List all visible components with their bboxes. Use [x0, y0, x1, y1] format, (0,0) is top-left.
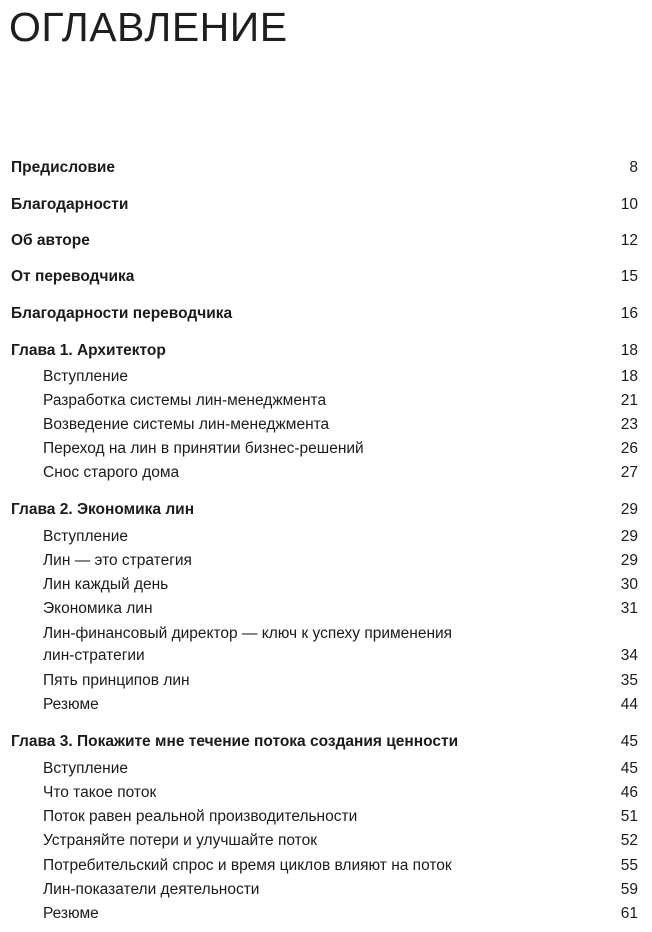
- toc-section[interactable]: [43, 414, 638, 436]
- toc-section[interactable]: [43, 526, 638, 548]
- toc-chapter-title: Глава 2. Экономика лин: [11, 501, 195, 518]
- toc-entry-page: 10: [620, 196, 638, 213]
- toc-entry-acknowledgements[interactable]: [11, 194, 638, 216]
- toc-section-page: 29: [620, 528, 638, 545]
- toc-section[interactable]: [43, 782, 638, 804]
- toc-section-title-line: Лин-финансовый директор — ключ к успеху применения: [43, 625, 453, 642]
- toc-entry-title: Благодарности переводчика: [11, 305, 233, 322]
- toc-section-title: Вступление: [43, 760, 129, 777]
- toc-section-page: 46: [620, 784, 638, 801]
- toc-section-page: 27: [620, 464, 638, 481]
- toc-section[interactable]: [43, 366, 638, 388]
- toc-section-page: 52: [620, 832, 638, 849]
- toc-section-title: Устраняйте потери и улучшайте поток: [43, 832, 317, 849]
- toc-section-title: Лин каждый день: [43, 576, 169, 593]
- toc-section[interactable]: [43, 550, 638, 572]
- toc-section-title: Пять принципов лин: [43, 672, 190, 689]
- toc-section[interactable]: [43, 830, 638, 852]
- toc-entry-preface[interactable]: [11, 157, 638, 179]
- toc-entry-title: Предисловие: [11, 159, 116, 176]
- toc-entry-from-translator[interactable]: [11, 266, 638, 288]
- toc-entry-page: 15: [620, 268, 638, 285]
- toc-section-page: 34: [620, 647, 638, 664]
- toc-section-title: Что такое поток: [43, 784, 157, 801]
- toc-entry-title: От переводчика: [11, 268, 135, 285]
- toc-chapter-title: Глава 1. Архитектор: [11, 342, 166, 359]
- toc-section-page: 44: [620, 696, 638, 713]
- toc-chapter-page: 45: [620, 733, 638, 750]
- toc-section-page: 18: [620, 368, 638, 385]
- toc-section-title: Резюме: [43, 905, 99, 922]
- toc-section-page: 30: [620, 576, 638, 593]
- toc-section-page: 21: [620, 392, 638, 409]
- toc-chapter-page: 18: [620, 342, 638, 359]
- toc-section-title: Поток равен реальной производительности: [43, 808, 358, 825]
- toc-chapter-3[interactable]: [11, 731, 638, 753]
- toc-entry-page: 12: [620, 232, 638, 249]
- toc-section-page: 51: [620, 808, 638, 825]
- toc-section-page: 23: [620, 416, 638, 433]
- page-title: ОГЛАВЛЕНИЕ: [9, 4, 288, 50]
- toc-section-page: 31: [620, 600, 638, 617]
- toc-section[interactable]: [43, 390, 638, 412]
- toc-section[interactable]: [43, 574, 638, 596]
- toc-section-page: 45: [620, 760, 638, 777]
- toc-section-page: 35: [620, 672, 638, 689]
- toc-section-title: Лин — это стратегия: [43, 552, 192, 569]
- toc-chapter-page: 29: [620, 501, 638, 518]
- toc-section[interactable]: [43, 758, 638, 780]
- toc-section-page: 26: [620, 440, 638, 457]
- toc-section-title: Снос старого дома: [43, 464, 180, 481]
- toc-section-title: Вступление: [43, 528, 129, 545]
- toc-section-title: Переход на лин в принятии бизнес-решений: [43, 440, 364, 457]
- toc-section[interactable]: [43, 806, 638, 828]
- toc-entry-title: Об авторе: [11, 232, 90, 249]
- toc-section[interactable]: [43, 879, 638, 901]
- toc-entry-translator-thanks[interactable]: [11, 303, 638, 325]
- toc-section-title: Потребительский спрос и время циклов влияют на поток: [43, 857, 452, 874]
- toc-entry-page: 16: [620, 305, 638, 322]
- toc-section[interactable]: [43, 670, 638, 692]
- toc-entry-about-author[interactable]: [11, 230, 638, 252]
- toc-chapter-2[interactable]: [11, 499, 638, 521]
- toc-section[interactable]: [43, 623, 638, 667]
- toc-section-title: Резюме: [43, 696, 99, 713]
- toc-chapter-1[interactable]: [11, 340, 638, 362]
- toc-entry-title: Благодарности: [11, 196, 129, 213]
- toc-section-page: 61: [620, 905, 638, 922]
- toc-section[interactable]: [43, 462, 638, 484]
- toc-section-title: Вступление: [43, 368, 129, 385]
- toc-section[interactable]: [43, 694, 638, 716]
- toc-section[interactable]: [43, 598, 638, 620]
- toc-section-title-line: лин-стратегии: [43, 647, 145, 664]
- toc-section-title: Разработка системы лин-менеджмента: [43, 392, 327, 409]
- toc-section-page: 29: [620, 552, 638, 569]
- toc-section-title: Возведение системы лин-менеджмента: [43, 416, 330, 433]
- toc-section[interactable]: [43, 438, 638, 460]
- toc-section[interactable]: [43, 903, 638, 925]
- toc-entry-page: 8: [629, 159, 638, 176]
- toc-section-page: 59: [620, 881, 638, 898]
- toc-chapter-title: Глава 3. Покажите мне течение потока создания ценности: [11, 733, 459, 750]
- toc-section-title: [43, 623, 523, 667]
- toc-section-title: Лин-показатели деятельности: [43, 881, 260, 898]
- toc-section-page: 55: [620, 857, 638, 874]
- toc-section[interactable]: [43, 855, 638, 877]
- toc-section-title: Экономика лин: [43, 600, 153, 617]
